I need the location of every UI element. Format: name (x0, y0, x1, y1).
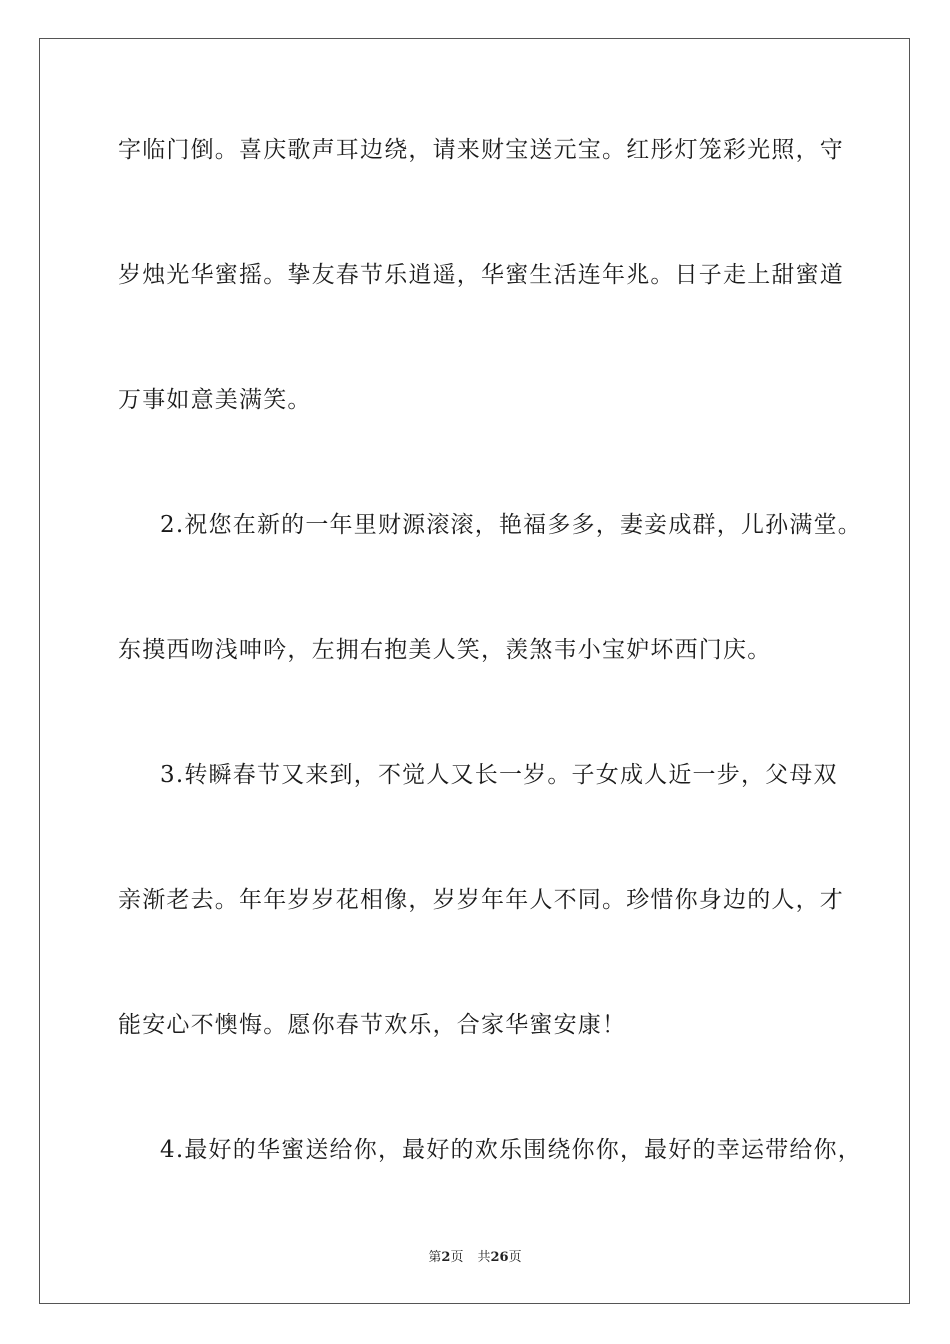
page-prefix: 第 (428, 1250, 442, 1265)
total-suffix: 页 (508, 1250, 522, 1265)
page-suffix: 页 (450, 1250, 464, 1265)
paragraph-line: 东摸西吻浅呻吟，左拥右抱美人笑，羡煞韦小宝妒坏西门庆。 (118, 637, 772, 663)
total-prefix: 共 (477, 1250, 491, 1265)
paragraph-line: 字临门倒。喜庆歌声耳边绕，请来财宝送元宝。红彤灯笼彩光照，守 (118, 137, 844, 163)
paragraph-line: 万事如意美满笑。 (118, 387, 312, 413)
paragraph-line: 亲渐老去。年年岁岁花相像，岁岁年年人不同。珍惜你身边的人，才 (118, 887, 844, 913)
paragraph-line: 4.最好的华蜜送给你，最好的欢乐围绕你你，最好的幸运带给你， (160, 1137, 862, 1163)
total-pages: 26 (490, 1250, 509, 1265)
paragraph-line: 岁烛光华蜜摇。挚友春节乐逍遥，华蜜生活连年兆。日子走上甜蜜道 (118, 262, 844, 288)
page-border (39, 38, 910, 1304)
paragraph-line: 3.转瞬春节又来到，不觉人又长一岁。子女成人近一步，父母双 (160, 762, 838, 788)
paragraph-line: 能安心不懊悔。愿你春节欢乐，合家华蜜安康！ (118, 1012, 627, 1038)
page-number: 2 (441, 1250, 451, 1265)
paragraph-line: 2.祝您在新的一年里财源滚滚，艳福多多，妻妾成群，儿孙满堂。 (160, 512, 862, 538)
page-footer (0, 1249, 950, 1267)
